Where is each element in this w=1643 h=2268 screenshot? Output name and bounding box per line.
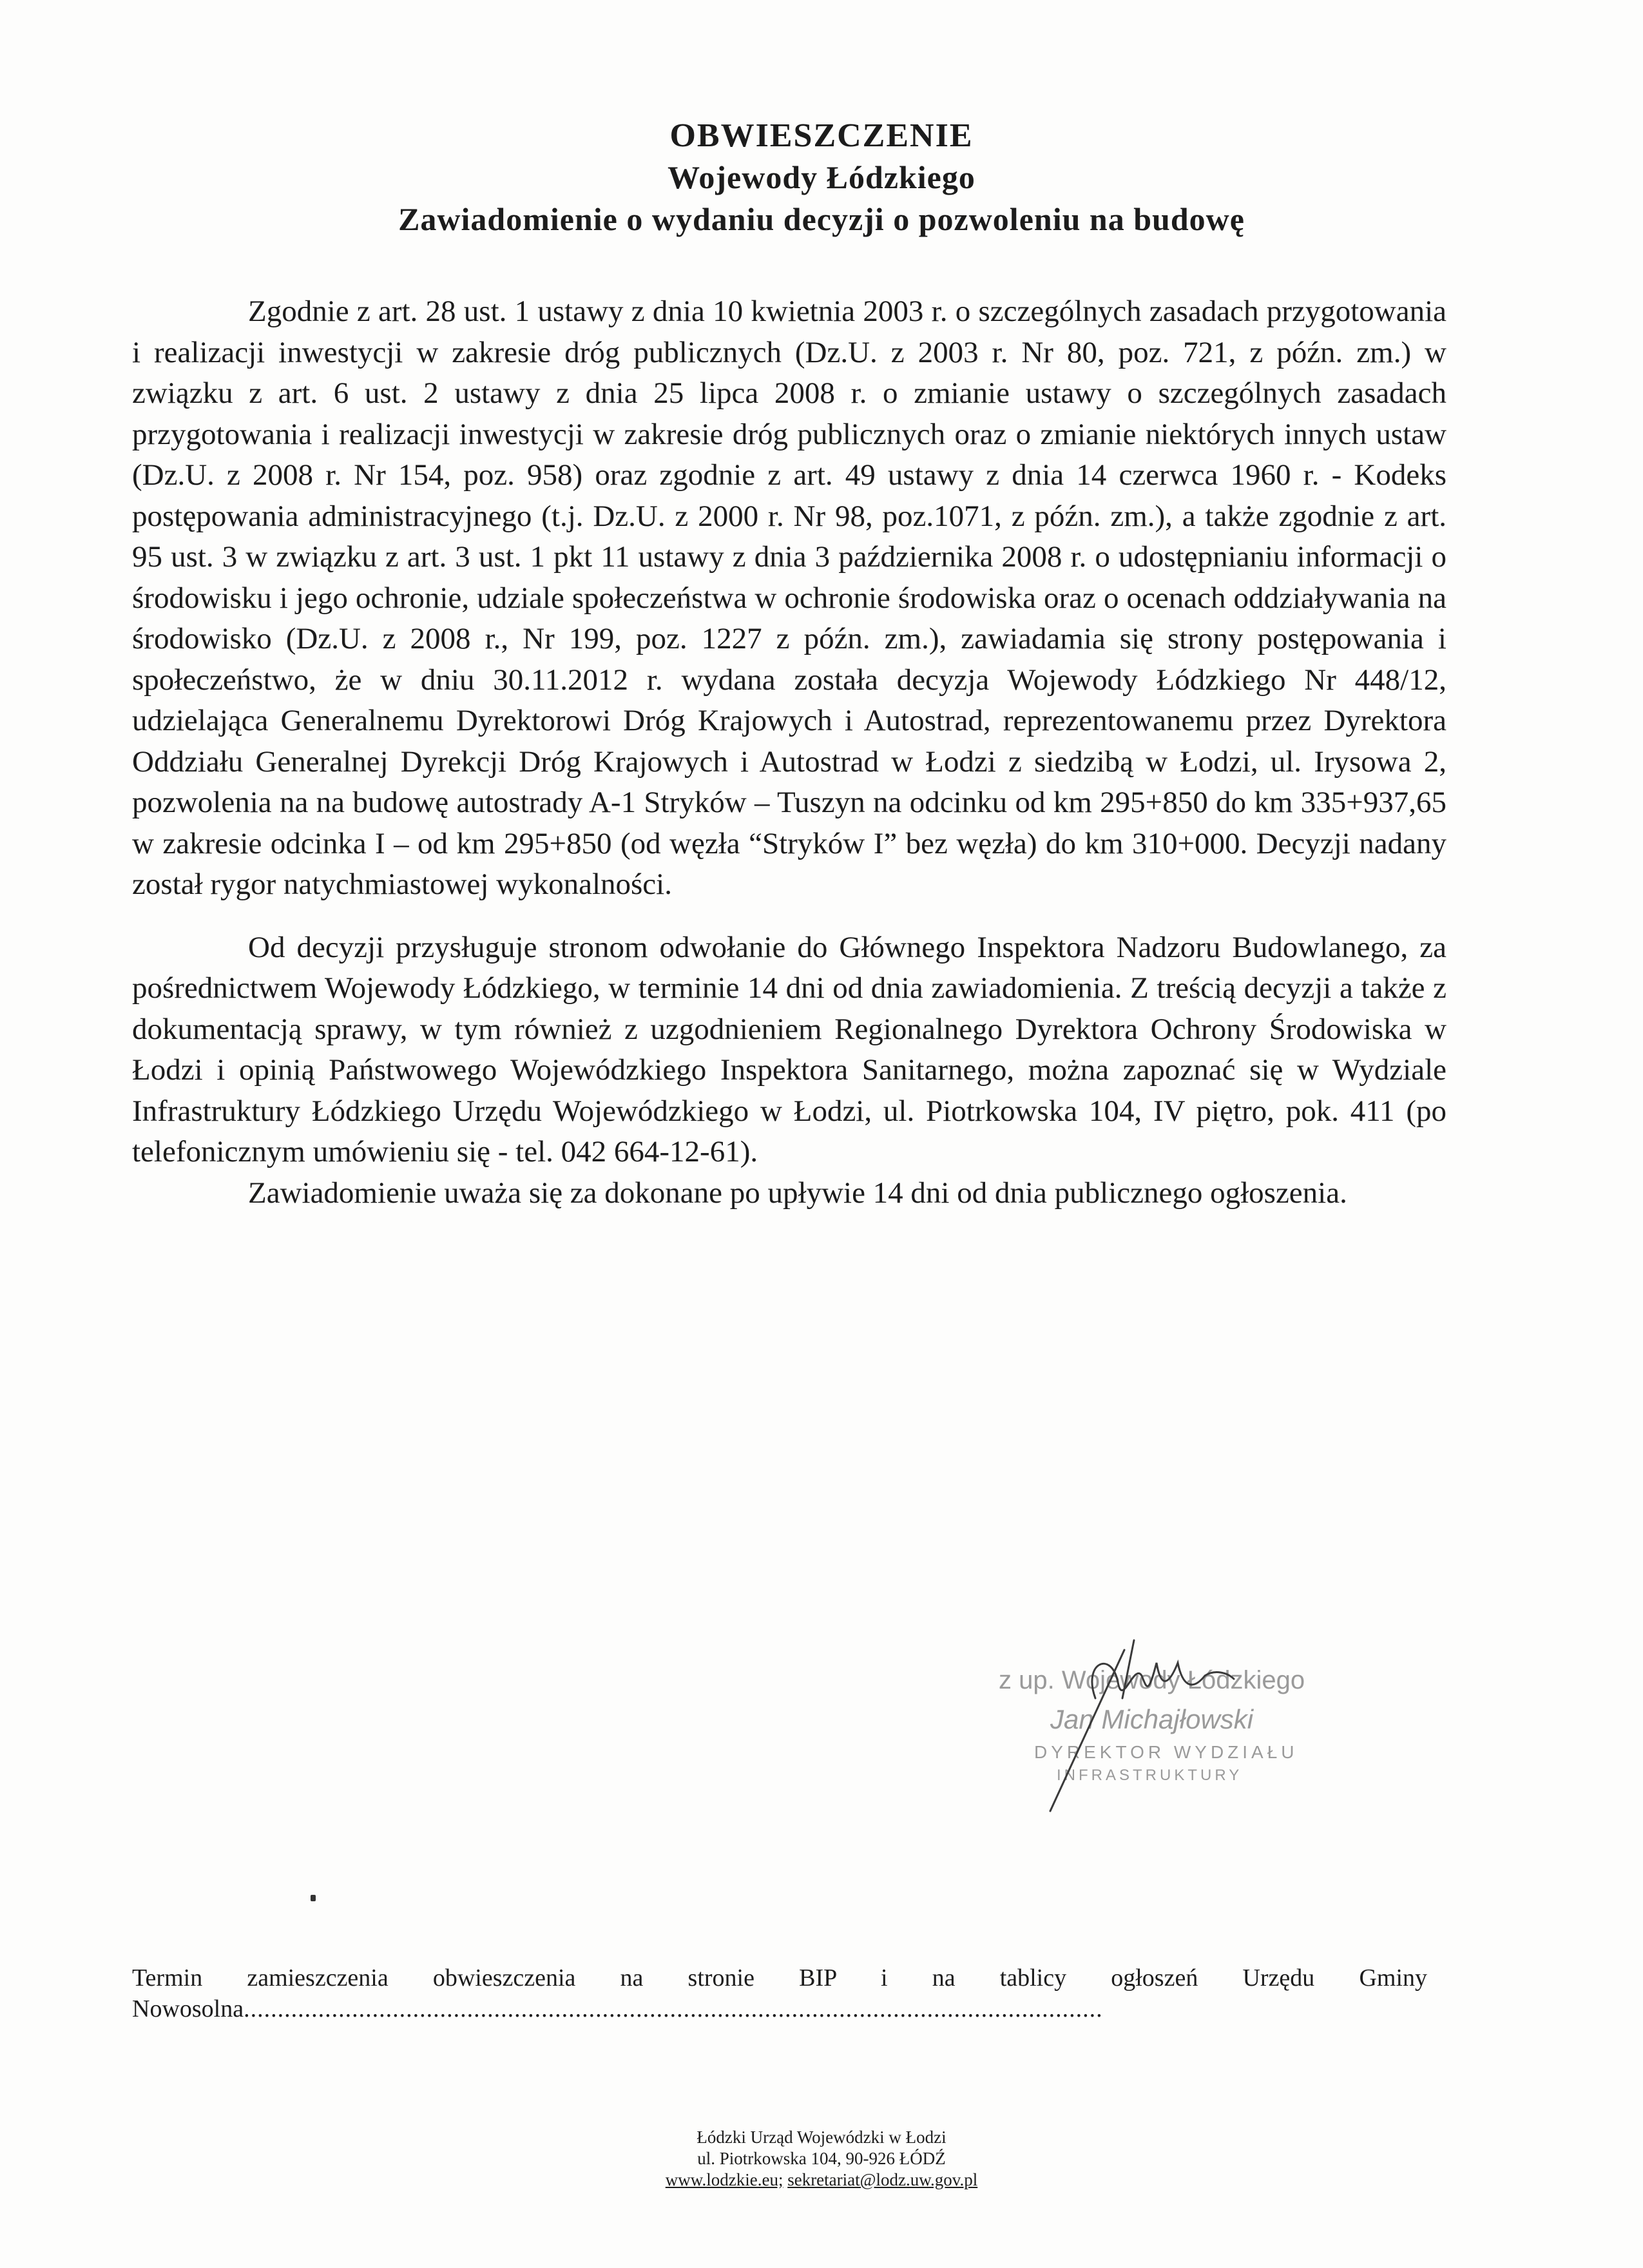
address-links: [0, 2169, 1643, 2191]
document-body: [132, 291, 1446, 1214]
publication-note: [132, 1963, 1427, 2024]
email-link[interactable]: sekretariat@lodz.uw.gov.pl: [787, 2170, 978, 2189]
address-line-2: ul. Piotrkowska 104, 90-926 ŁÓDŹ: [697, 2149, 946, 2168]
office-address: [0, 2127, 1643, 2191]
document-topic: Zawiadomienie o wydaniu decyzji o pozwoleniu na budowę: [398, 201, 1245, 237]
address-line-1: Łódzki Urząd Wojewódzki w Łodzi: [697, 2127, 946, 2147]
document-subtitle: Wojewody Łódzkiego: [668, 159, 975, 195]
stamp-line-1: z up. Wojewody Łódzkiego: [999, 1666, 1305, 1694]
body-paragraph-1: Zgodnie z art. 28 ust. 1 ustawy z dnia 10 kwietnia 2003 r. o szczególnych zasadach przygotowania i realizacji inwestycji w zakresie dróg publicznych (Dz.U. z 2003 r. Nr 80, poz. 721, z późn. zm.) w związku z art. 6 ust. 2 ustawy z dnia 25 lipca 2008 r. o zmianie ustawy o szczególnych zasadach przygotowania i realizacji inwestycji w zakresie dróg publicznych oraz o zmianie niektórych innych ustaw (Dz.U. z 2008 r. Nr 154, poz. 958) oraz zgodnie z art. 49 ustawy z dnia 14 czerwca 1960 r. - Kodeks postępowania administracyjnego (t.j. Dz.U. z 2000 r. Nr 98, poz.1071, z późn. zm.), a także zgodnie z art. 95 ust. 3 w związku z art. 3 ust. 1 pkt 11 ustawy z dnia 3 października 2008 r. o udostępnianiu informacji o środowisku i jego ochronie, udziale społeczeństwa w ochronie środowiska oraz o ocenach oddziaływania na środowisko (Dz.U. z 2008 r., Nr 199, poz. 1227 z późn. zm.), zawiadamia się strony postępowania i społeczeństwo, że w dniu 30.11.2012 r. wydana została decyzja Wojewody Łódzkiego Nr 448/12, udzielająca Generalnemu Dyrektorowi Dróg Krajowych i Autostrad, reprezentowanemu przez Dyrektora Oddziału Generalnej Dyrekcji Dróg Krajowych i Autostrad w Łodzi z siedzibą w Łodzi, ul. Irysowa 2, pozwolenia na na budowę autostrady A-1 Stryków – Tuszyn na odcinku od km 295+850 do km 335+937,65 w zakresie odcinka I – od km 295+850 (od węzła “Stryków I” bez węzła) do km 310+000. Decyzji nadany został rygor natychmiastowej wykonalności.: [132, 295, 1446, 901]
stamp-line-3: DYREKTOR WYDZIAŁU: [1034, 1742, 1298, 1762]
stamp-line-4: INFRASTRUKTURY: [1057, 1767, 1243, 1784]
website-link[interactable]: www.lodzkie.eu;: [665, 2170, 783, 2189]
publication-note-dots: ...............................................................................................................................: [244, 1995, 1103, 2022]
publication-note-text: Termin zamieszczenia obwieszczenia na stronie BIP i na tablicy ogłoszeń Urzędu Gminy Nowosolna: [132, 1964, 1427, 2022]
stamp-line-2: Jan Michajłowski: [1050, 1704, 1254, 1734]
scan-mark: [311, 1895, 316, 1901]
signature-stamp: [973, 1637, 1385, 1817]
document-header: [0, 115, 1643, 240]
body-paragraph-3: Zawiadomienie uważa się za dokonane po upływie 14 dni od dnia publicznego ogłoszenia.: [248, 1176, 1347, 1210]
body-paragraph-2: Od decyzji przysługuje stronom odwołanie do Głównego Inspektora Nadzoru Budowlanego, za pośrednictwem Wojewody Łódzkiego, w terminie 14 dni od dnia zawiadomienia. Z treścią decyzji a także z dokumentacją sprawy, w tym również z uzgodnieniem Regionalnego Dyrektora Ochrony Środowiska w Łodzi i opinią Państwowego Wojewódzkiego Inspektora Sanitarnego, można zapoznać się w Wydziale Infrastruktury Łódzkiego Urzędu Wojewódzkiego w Łodzi, ul. Piotrkowska 104, IV piętro, pok. 411 (po telefonicznym umówieniu się - tel. 042 664-12-61).: [132, 930, 1446, 1168]
document-title: OBWIESZCZENIE: [669, 117, 974, 154]
